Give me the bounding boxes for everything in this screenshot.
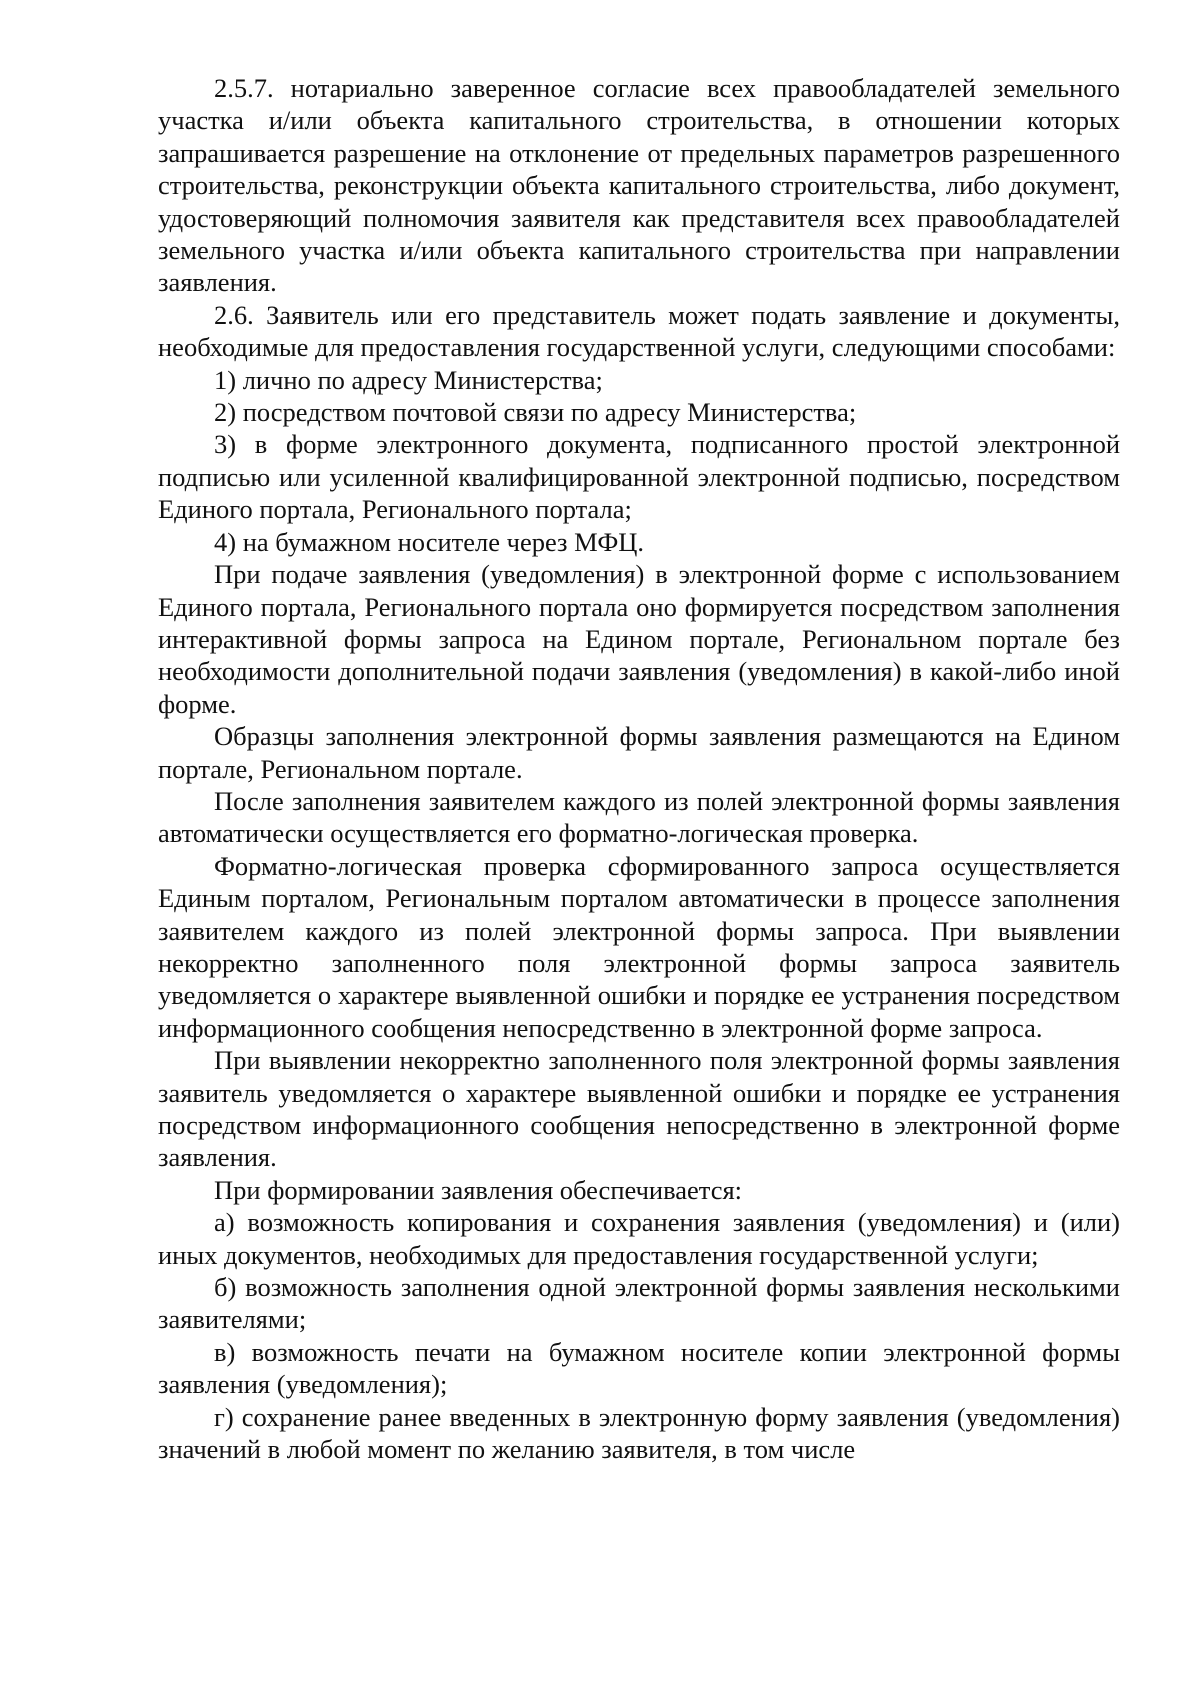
list-item-g: г) сохранение ранее введенных в электронную форму заявления (уведомления) значений в любой момент по желанию заявителя, в том числе bbox=[158, 1401, 1120, 1465]
document-body bbox=[158, 72, 1120, 1465]
paragraph-2-6: 2.6. Заявитель или его представитель может подать заявление и документы, необходимые для предоставления государственной услуги, следующими способами: bbox=[158, 299, 1120, 363]
paragraph-after-filling: После заполнения заявителем каждого из полей электронной формы заявления автоматически осуществляется его форматно-логическая проверка. bbox=[158, 785, 1120, 849]
paragraph-electronic-submission: При подаче заявления (уведомления) в электронной форме с использованием Единого портала, Регионального портала оно формируется посредством заполнения интерактивной формы запроса на Едином портале, Региональном портале без необходимости дополнительной подачи заявления (уведомления) в какой-либо иной форме. bbox=[158, 559, 1120, 719]
paragraph-2-5-7: 2.5.7. нотариально заверенное согласие всех правообладателей земельного участка и/или объекта капитального строительства, в отношении которых запрашивается разрешение на отклонение от предельных параметров разрешенного строительства, реконструкции объекта капитального строительства, либо документ, удостоверяющий полномочия заявителя как представителя всех правообладателей земельного участка и/или объекта капитального строительства при направлении заявления. bbox=[158, 73, 1120, 298]
list-item-v: в) возможность печати на бумажном носителе копии электронной формы заявления (уведомления); bbox=[158, 1336, 1120, 1400]
list-item-3: 3) в форме электронного документа, подписанного простой электронной подписью или усиленной квалифицированной электронной подписью, посредством Единого портала, Регионального портала; bbox=[158, 429, 1120, 525]
list-item-2: 2) посредством почтовой связи по адресу Министерства; bbox=[214, 397, 857, 428]
paragraph-format-check: Форматно-логическая проверка сформированного запроса осуществляется Единым порталом, Региональным порталом автоматически в процессе заполнения заявителем каждого из полей электронной формы запроса. При выявлении некорректно заполненного поля электронной формы запроса заявитель уведомляется о характере выявленной ошибки и порядке ее устранения посредством информационного сообщения непосредственно в электронной форме запроса. bbox=[158, 850, 1120, 1043]
list-item-4: 4) на бумажном носителе через МФЦ. bbox=[214, 526, 645, 557]
list-item-a: а) возможность копирования и сохранения заявления (уведомления) и (или) иных документов, необходимых для предоставления государственной услуги; bbox=[158, 1207, 1120, 1270]
list-item-b: б) возможность заполнения одной электронной формы заявления несколькими заявителями; bbox=[158, 1272, 1120, 1335]
paragraph-form-samples: Образцы заполнения электронной формы заявления размещаются на Едином портале, Региональном портале. bbox=[158, 721, 1120, 784]
list-item-1: 1) лично по адресу Министерства; bbox=[214, 364, 603, 395]
paragraph-provided-features: При формировании заявления обеспечивается: bbox=[214, 1174, 743, 1205]
paragraph-incorrect-field: При выявлении некорректно заполненного поля электронной формы заявления заявитель уведомляется о характере выявленной ошибки и порядке ее устранения посредством информационного сообщения непосредственно в электронной форме заявления. bbox=[158, 1045, 1120, 1173]
